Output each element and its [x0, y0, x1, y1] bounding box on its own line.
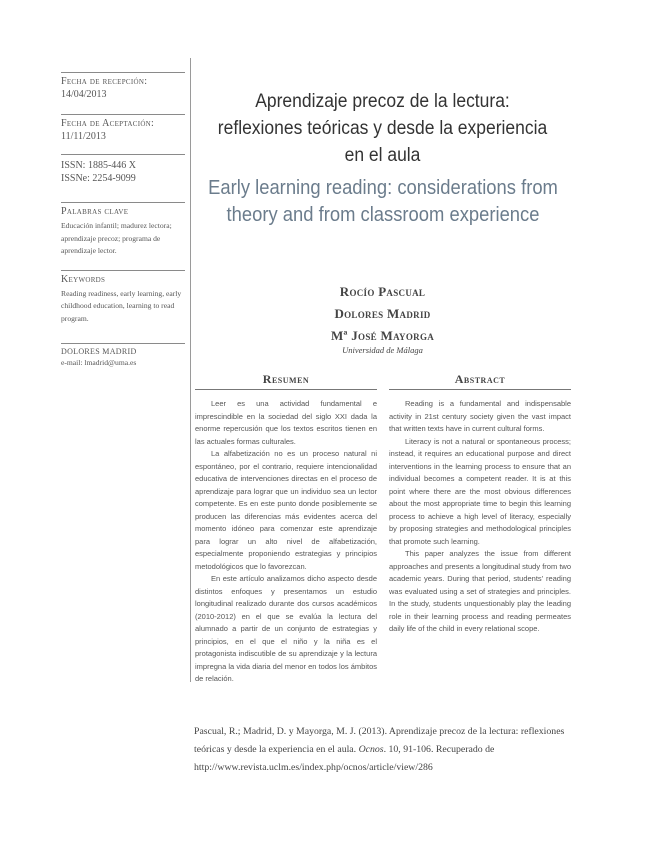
abstract-english [389, 372, 571, 636]
author-name: Mª José Mayorga [330, 328, 435, 343]
sidebar [61, 72, 185, 370]
abstract-paragraph: Leer es una actividad fundamental e imprescindible en la sociedad del siglo XXI dada la enorme repercusión que los textos escritos tienen en las actuales formas culturales. [195, 399, 377, 446]
abstract-paragraph: Literacy is not a natural or spontaneous process; instead, it requires an educational purpose and direct interventions in the learning process to ensure that an individual becomes a competent reader. It is at this point where there are the most obvious differences about the most appropriate time to begin this learning process to achieve a high level of literacy, especially by proposing strategies and methodological principles that promote such learning. [389, 436, 571, 546]
title-english: Early learning reading: considerations from theory and from classroom experience [208, 177, 558, 226]
keywords-es-label: Palabras clave [61, 206, 129, 217]
reception-label: Fecha de recepción: [61, 76, 148, 87]
contact-block [61, 343, 185, 370]
contact-email[interactable]: e-mail: lmadrid@uma.es [61, 358, 137, 367]
abstract-spanish [195, 372, 377, 686]
citation [194, 723, 566, 777]
reception-block [61, 72, 185, 100]
resumen-heading: Resumen [195, 372, 377, 390]
abstract-paragraph: En este artículo analizamos dicho aspecto desde distintos enfoques y presentamos un estudio longitudinal realizado durante dos cursos académicos (2010-2012) en el que se evalúa la lectura del alumnado a partir de un conjunto de estrategias y principios, en el que el niño y la niña es el protagonista indiscutible de su aprendizaje y la lectura impregna la vida diaria del menor en todos los ámbitos de relación. [195, 574, 377, 683]
keywords-en: Reading readiness, early learning, early childhood education, learning to read program. [61, 288, 182, 323]
contact-name: DOLORES MADRID [61, 347, 137, 356]
citation-details[interactable]: . 10, 91-106. Recuperado de http://www.revista.uclm.es/index.php/ocnos/article/view/286 [194, 744, 495, 773]
keywords-en-block [61, 270, 185, 326]
author-name: Dolores Madrid [334, 306, 431, 321]
acceptance-date: 11/11/2013 [61, 131, 106, 142]
sidebar-divider [190, 58, 191, 682]
issn-block [61, 154, 185, 184]
abstract-paragraph: Reading is a fundamental and indispensable activity in 21st century society given the vast impact that written texts have in current cultural forms. [389, 399, 571, 433]
authors-block [200, 281, 565, 355]
author-name: Rocío Pascual [339, 284, 426, 299]
keywords-es-block [61, 202, 185, 258]
issne: ISSNe: 2254-9099 [61, 173, 136, 184]
citation-text: Pascual, R.; Madrid, D. y Mayorga, M. J. (2013). Aprendizaje precoz de la lectura: reflexiones teóricas y desde la experiencia en el aula. [194, 726, 565, 755]
acceptance-label: Fecha de Aceptación: [61, 118, 155, 129]
abstract-heading: Abstract [389, 372, 571, 390]
issn: ISSN: 1885-446 X [61, 160, 137, 171]
citation-journal: Ocnos [358, 744, 384, 755]
affiliation: Universidad de Málaga [342, 345, 423, 355]
keywords-en-label: Keywords [61, 273, 106, 285]
title-spanish: Aprendizaje precoz de la lectura: reflexiones teóricas y desde la experiencia en el aula [217, 91, 548, 166]
reception-date: 14/04/2013 [61, 89, 107, 100]
abstract-paragraph: La alfabetización no es un proceso natural ni espontáneo, por el contrario, requiere intencionalidad educativa de intervenciones directas en el proceso de aprendizaje para lograr que un individuo sea un lector competente. Es en este punto donde posiblemente se producen las diferencias más evidentes acerca del momento idóneo para comenzar este aprendizaje para lograr un alto nivel de alfabetización, especialmente proponiendo estrategias y principios metodológicos que lo favorezcan. [195, 449, 377, 571]
keywords-es: Educación infantil; madurez lectora; aprendizaje precoz; programa de aprendizaje lector. [61, 221, 172, 255]
abstract-paragraph: This paper analyzes the issue from different approaches and presents a longitudinal study from two academic years. During that period, students' reading was evaluated using a set of strategies and principles. In the study, students unquestionably play the leading role in their learning process and reading permeates daily life of the child in every relational scope. [389, 549, 571, 633]
acceptance-block [61, 114, 185, 142]
